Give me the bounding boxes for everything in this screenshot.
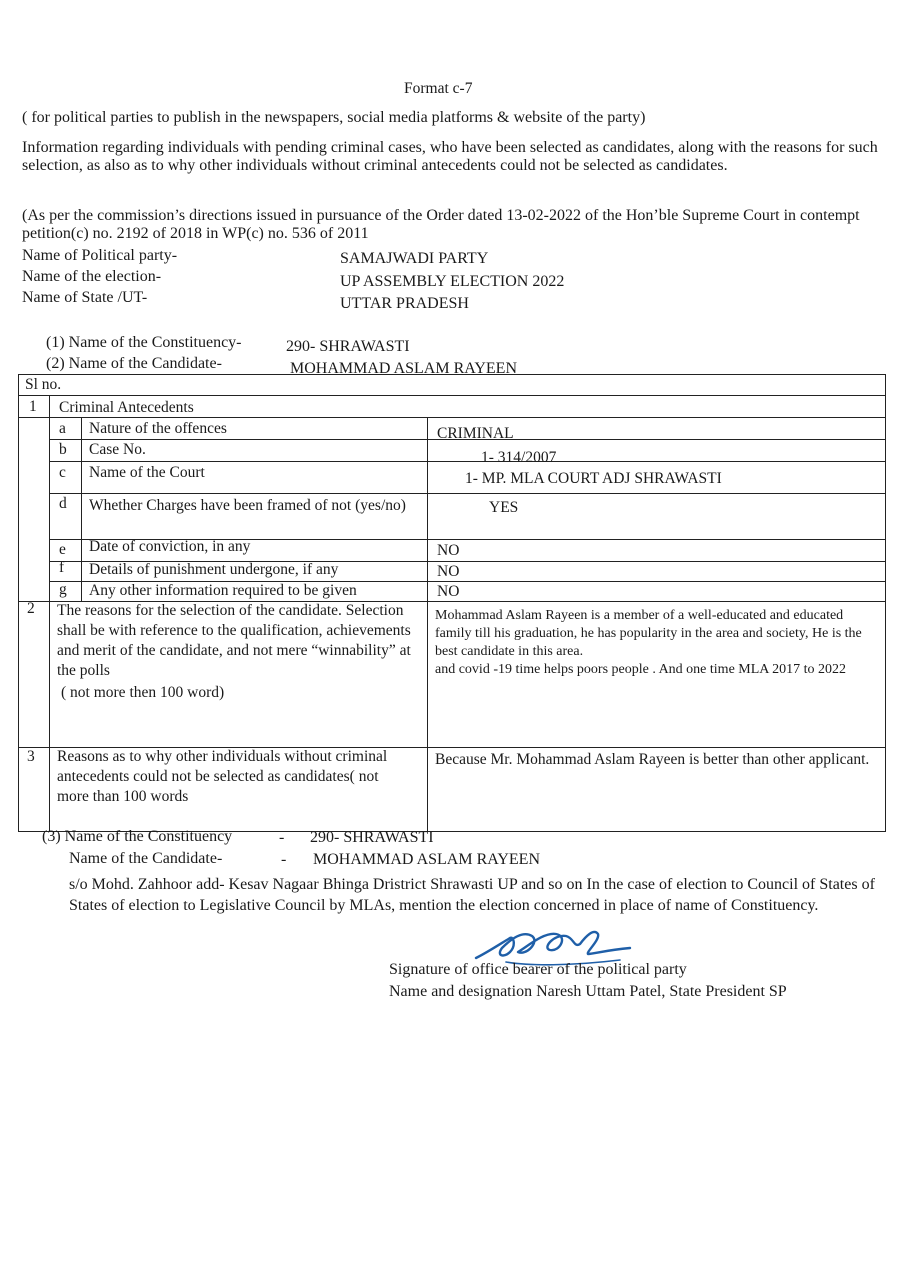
sub-label: Case No. [89, 441, 146, 458]
sub-letter: f [59, 559, 65, 576]
footer-dash: - [281, 851, 287, 868]
footer-candidate-label: Name of the Candidate- [69, 850, 223, 867]
sub-value: 1- 314/2007 [481, 449, 557, 466]
antecedents-table [18, 374, 886, 832]
row1-number: 1 [29, 398, 37, 415]
info-paragraph: Information regarding individuals with pending criminal cases, who have been selected as candidates, along with the reasons for such selection, as also as to why other individuals without criminal antecedents could not be selected as candidates. [22, 139, 878, 174]
election-label: Name of the election- [22, 268, 162, 285]
row-divider [19, 395, 885, 396]
row2-value-extra: and covid -19 time helps poors people . And one time MLA 2017 to 2022 [435, 662, 847, 677]
sub-value: NO [437, 563, 460, 580]
election-value: UP ASSEMBLY ELECTION 2022 [340, 273, 565, 290]
footer-candidate-value: MOHAMMAD ASLAM RAYEEN [313, 851, 540, 868]
designation-line: Name and designation Naresh Uttam Patel, State President SP [389, 983, 787, 1000]
slno-header: Sl no. [25, 376, 62, 393]
col-divider [81, 417, 82, 601]
sub-value: CRIMINAL [437, 425, 514, 442]
party-value: SAMAJWADI PARTY [340, 250, 489, 267]
signature-line: Signature of office bearer of the political party [389, 961, 687, 978]
sub-letter: a [59, 420, 66, 437]
constituency-label: (1) Name of the Constituency- [46, 334, 242, 351]
sub-label: Details of punishment undergone, if any [89, 561, 339, 578]
row2-value: Mohammad Aslam Rayeen is a member of a well-educated and educated family till his graduation, he has popularity in the area and society, He is the best candidate in this area. [435, 608, 862, 659]
row2-label-note: ( not more then 100 word) [61, 684, 225, 701]
candidate-label: (2) Name of the Candidate- [46, 355, 222, 372]
footer-dash: - [279, 829, 285, 846]
subtitle: ( for political parties to publish in the newspapers, social media platforms & website of the party) [22, 109, 646, 126]
sub-label: Whether Charges have been framed of not (yes/no) [89, 497, 406, 514]
row3-number: 3 [27, 748, 35, 765]
sub-label: Date of conviction, in any [89, 538, 251, 555]
order-paragraph: (As per the commission’s directions issued in pursuance of the Order dated 13-02-2022 of the Hon’ble Supreme Court in contempt petition(c) no. 2192 of 2018 in WP(c) no. 536 of 2011 [22, 207, 860, 242]
row1-title: Criminal Antecedents [59, 399, 194, 416]
candidate-value: MOHAMMAD ASLAM RAYEEN [290, 360, 517, 377]
footer-constituency-value: 290- SHRAWASTI [310, 829, 434, 846]
sub-label: Nature of the offences [89, 420, 227, 437]
sub-letter: g [59, 581, 67, 598]
footer-constituency-label: (3) Name of the Constituency [42, 828, 233, 845]
row2-number: 2 [27, 600, 35, 617]
sub-letter: d [59, 495, 67, 512]
sub-value: NO [437, 542, 460, 559]
row-divider [49, 461, 885, 462]
address-paragraph: s/o Mohd. Zahhoor add- Kesav Nagaar Bhinga Dristrict Shrawasti UP and so on In the case of election to Council of States of States of election to Legislative Council by MLAs, mention the election concerned in place of name of Constituency. [69, 876, 875, 914]
sub-letter: c [59, 464, 66, 481]
row-divider [49, 493, 885, 494]
sub-value: YES [489, 499, 519, 516]
row-divider [19, 417, 885, 418]
sub-letter: e [59, 541, 66, 558]
row2-label: The reasons for the selection of the candidate. Selection shall be with reference to the qualification, achievements and merit of the candidate, and not mere “winnability” at the polls [57, 602, 411, 679]
state-label: Name of State /UT- [22, 289, 148, 306]
sub-label: Name of the Court [89, 464, 205, 481]
party-label: Name of Political party- [22, 247, 178, 264]
row3-label: Reasons as to why other individuals without criminal antecedents could not be selected as candidates( not more than 100 words [57, 748, 388, 805]
constituency-value: 290- SHRAWASTI [286, 338, 410, 355]
format-title: Format c-7 [404, 80, 473, 97]
sub-value: 1- MP. MLA COURT ADJ SHRAWASTI [465, 470, 722, 487]
sub-label: Any other information required to be given [89, 582, 357, 599]
sub-letter: b [59, 441, 67, 458]
col-divider [427, 417, 428, 831]
sub-value: NO [437, 583, 460, 600]
col-divider [49, 395, 50, 831]
row3-value: Because Mr. Mohammad Aslam Rayeen is better than other applicant. [435, 751, 870, 768]
state-value: UTTAR PRADESH [340, 295, 469, 312]
